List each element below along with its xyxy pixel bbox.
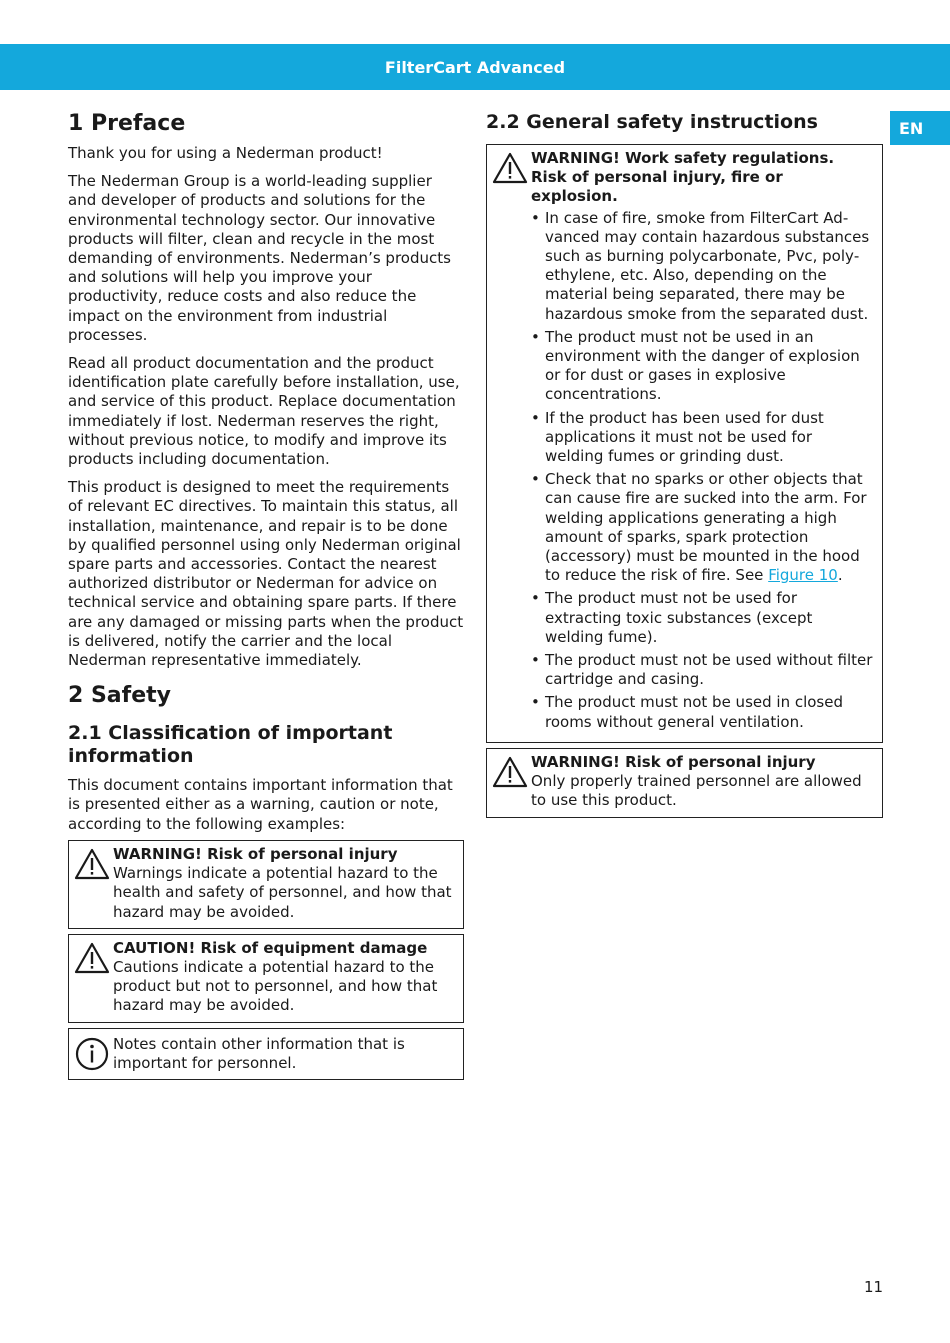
personal-injury-warning-text: Only properly trained personnel are allowed to use this product. — [531, 772, 862, 810]
warning-triangle-icon — [74, 847, 110, 881]
classification-intro: This document contains important information that is presented either as a warning, caution or note, according to the following examples: — [68, 776, 453, 833]
caution-example-title: CAUTION! Risk of equipment damage — [113, 938, 428, 957]
safety-heading: 2 Safety — [68, 683, 172, 709]
warning-example-title: WARNING! Risk of personal injury — [113, 844, 398, 863]
warning-example-box — [68, 840, 464, 929]
right-column — [486, 106, 883, 823]
warning-triangle-icon — [492, 151, 528, 185]
caution-example-text: Cautions indicate a potential hazard to the product but not to personnel, and how that hazard may be avoided. — [113, 957, 438, 1015]
page-number: 11 — [864, 1278, 884, 1296]
note-example-text: Notes contain other information that is important for personnel. — [113, 1034, 405, 1072]
list-item: • The product must not be used in an environment with the danger of explosion or for dust or gases in explosive concentrations. — [531, 328, 874, 405]
header-bar — [0, 44, 950, 90]
left-column — [68, 106, 464, 1085]
classification-heading: 2.1 Classification of important information — [68, 722, 393, 768]
list-item: • The product must not be used in closed rooms without general ventilation. — [531, 693, 874, 731]
warning-example-text: Warnings indicate a potential hazard to the health and safety of personnel, and how that hazard may be avoided. — [113, 864, 452, 921]
info-circle-icon — [74, 1037, 110, 1071]
work-safety-warning-box — [486, 144, 883, 743]
list-item: • If the product has been used for dust applications it must not be used for welding fumes or grinding dust. — [531, 409, 874, 467]
work-safety-warning-title: WARNING! Work safety regulations. Risk of personal injury, fire or explosion. — [531, 149, 835, 206]
figure-10-link[interactable]: Figure 10 — [768, 566, 838, 585]
language-tab: EN — [890, 111, 950, 145]
list-item: • The product must not be used for extracting toxic substances (except welding fume). — [531, 589, 874, 647]
caution-example-box — [68, 934, 464, 1023]
preface-paragraph: This product is designed to meet the requirements of relevant EC directives. To maintain this status, all installation, maintenance, and repair is to be done by qualified personnel using only Nederman original spare parts and accessories. Contact the nearest authorized distributor or Nederman for advice on technical service and obtaining spare parts. If there are any damaged or missing parts when the product is delivered, notify the carrier and the local Nederman representative immediately. — [68, 478, 464, 670]
note-example-box — [68, 1028, 464, 1080]
safety-list — [531, 209, 874, 732]
list-item: • The product must not be used without filter cartridge and casing. — [531, 651, 874, 689]
list-item-sparks — [531, 470, 874, 585]
personal-injury-warning-title: WARNING! Risk of personal injury — [531, 752, 816, 771]
preface-heading: 1 Preface — [68, 111, 186, 136]
personal-injury-warning-box — [486, 748, 883, 818]
general-safety-heading: 2.2 General safety instructions — [486, 111, 818, 133]
list-item: • In case of fire, smoke from FilterCart Advanced may contain hazardous substances such as burning polycarbonate, Pvc, polyethylene, etc. Also, depending on the material being separated, there may be hazardous smoke from the separated dust. — [531, 209, 874, 324]
sparks-text: Check that no sparks or other objects that can cause fire are sucked into the arm. For welding applications generating a high amount of sparks, spark protection (accessory) must be mounted in the hood to reduce the risk of fire. See — [545, 470, 867, 585]
sparks-end: . — [837, 566, 843, 585]
warning-triangle-icon — [74, 941, 110, 975]
preface-paragraph: Read all product documentation and the product identification plate carefully before installation, use, and service of this product. Replace documentation immediately if lost. Nederman reserves the right, without previous notice, to modify and improve its products including documentation. — [68, 354, 460, 469]
preface-paragraph: Thank you for using a Nederman product! — [68, 144, 383, 162]
preface-paragraph: The Nederman Group is a world-leading supplier and developer of products and solutions for the environmental technology sector. Our innovative products will filter, clean and recycle in the most demanding of environments. Nederman’s products and solutions will help you improve your productivity, reduce costs and also reduce the impact on the environment from industrial processes. — [68, 172, 451, 344]
warning-triangle-icon — [492, 755, 528, 789]
document-title: FilterCart Advanced — [384, 57, 566, 77]
